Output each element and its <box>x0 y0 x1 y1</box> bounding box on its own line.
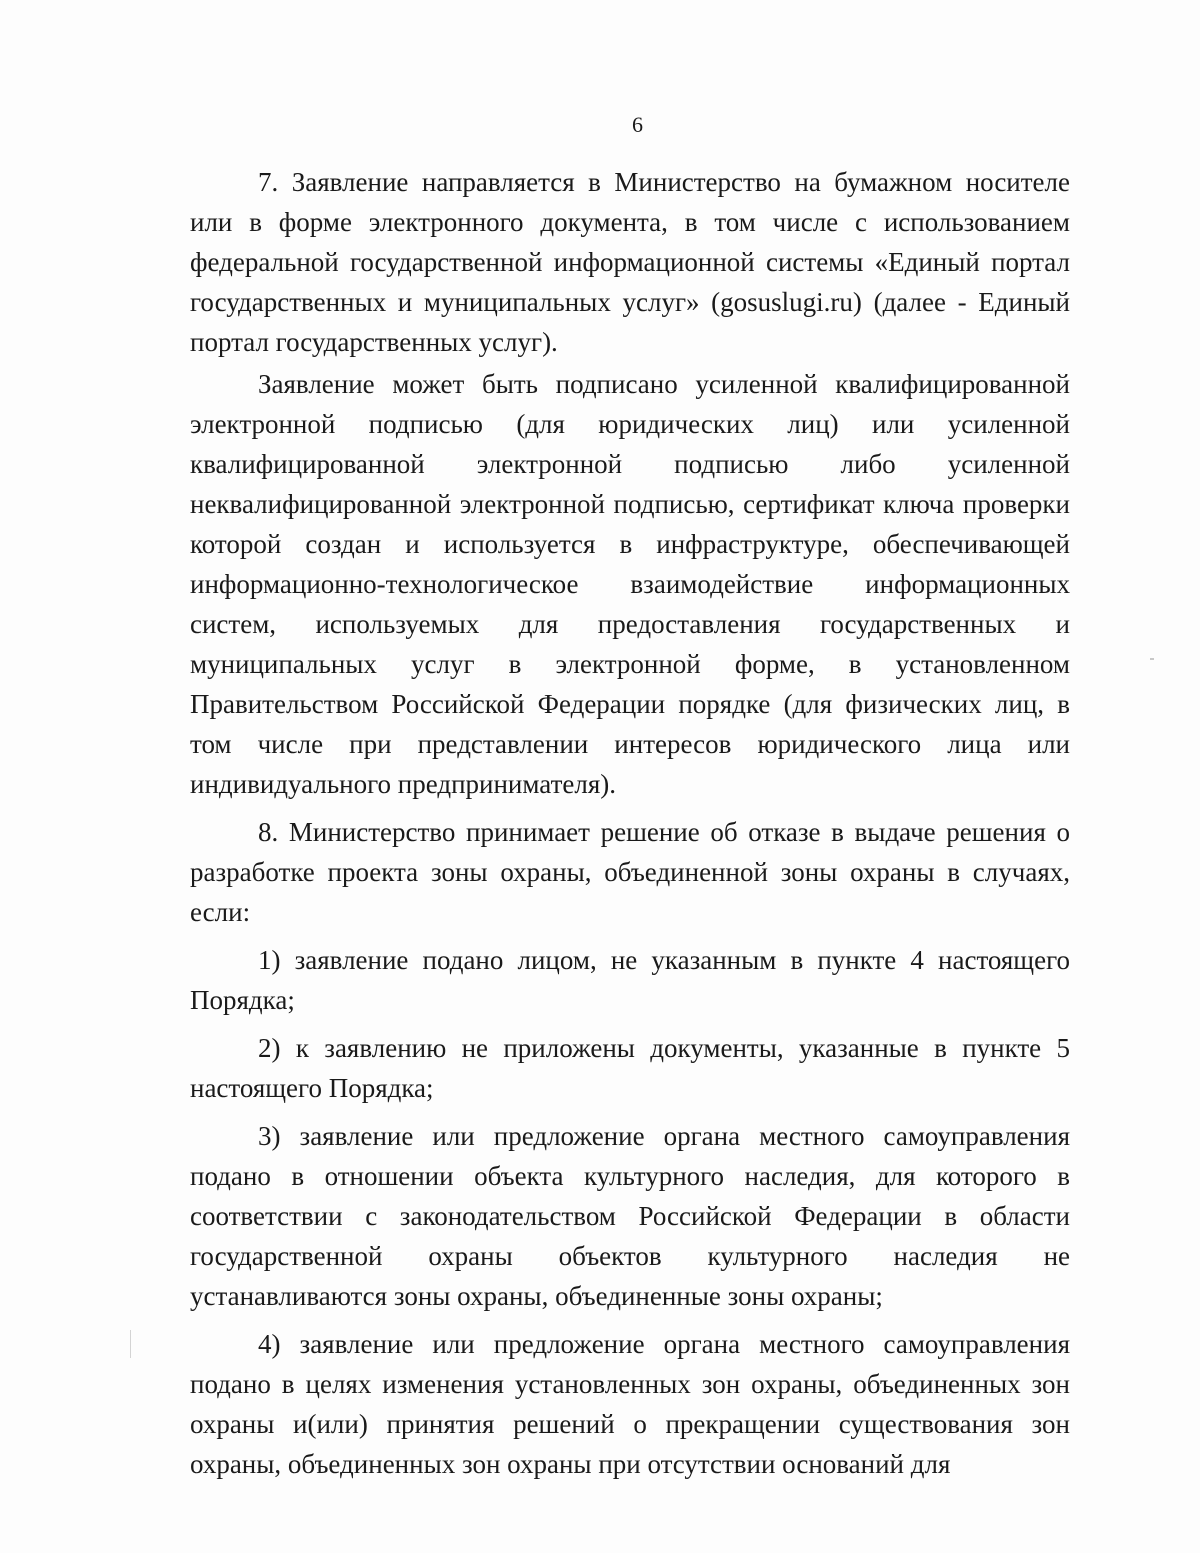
scan-speck <box>1150 658 1154 660</box>
document-body <box>190 162 1070 1484</box>
paragraph-signature: Заявление может быть подписано усиленной квалифицированной электронной подписью (для юридических лиц) или усиленной квалифицированной электронной подписью либо усиленной неквалифицированной электронной подписью, сертификат ключа проверки которой создан и используется в инфраструктуре, обеспечивающей информационно-технологическое взаимодействие информационных систем, используемых для предоставления государственных и муниципальных услуг в электронной форме, в установленном Правительством Российской Федерации порядке (для физических лиц, в том числе при представлении интересов юридического лица или индивидуального предпринимателя). <box>190 369 1070 799</box>
page-number: 6 <box>632 112 643 137</box>
paragraph-8: 8. Министерство принимает решение об отказе в выдаче решения о разработке проекта зоны охраны, объединенной зоны охраны в случаях, если: <box>190 817 1070 927</box>
list-item-2: 2) к заявлению не приложены документы, указанные в пункте 5 настоящего Порядка; <box>190 1033 1070 1103</box>
list-item-1: 1) заявление подано лицом, не указанным в пункте 4 настоящего Порядка; <box>190 945 1070 1015</box>
list-item-4: 4) заявление или предложение органа местного самоуправления подано в целях изменения установленных зон охраны, объединенных зон охраны и(или) принятия решений о прекращении существования зон охраны, объединенных зон охраны при отсутствии оснований для <box>190 1329 1070 1479</box>
list-item-3: 3) заявление или предложение органа местного самоуправления подано в отношении объекта культурного наследия, для которого в соответствии с законодательством Российской Федерации в области государственной охраны объектов культурного наследия не устанавливаются зоны охраны, объединенные зоны охраны; <box>190 1121 1070 1311</box>
paragraph-7: 7. Заявление направляется в Министерство на бумажном носителе или в форме электронного документа, в том числе с использованием федеральной государственной информационной системы «Единый портал государственных и муниципальных услуг» (gosuslugi.ru) (далее - Единый портал государственных услуг). <box>190 167 1070 357</box>
scan-speck <box>130 1330 131 1358</box>
